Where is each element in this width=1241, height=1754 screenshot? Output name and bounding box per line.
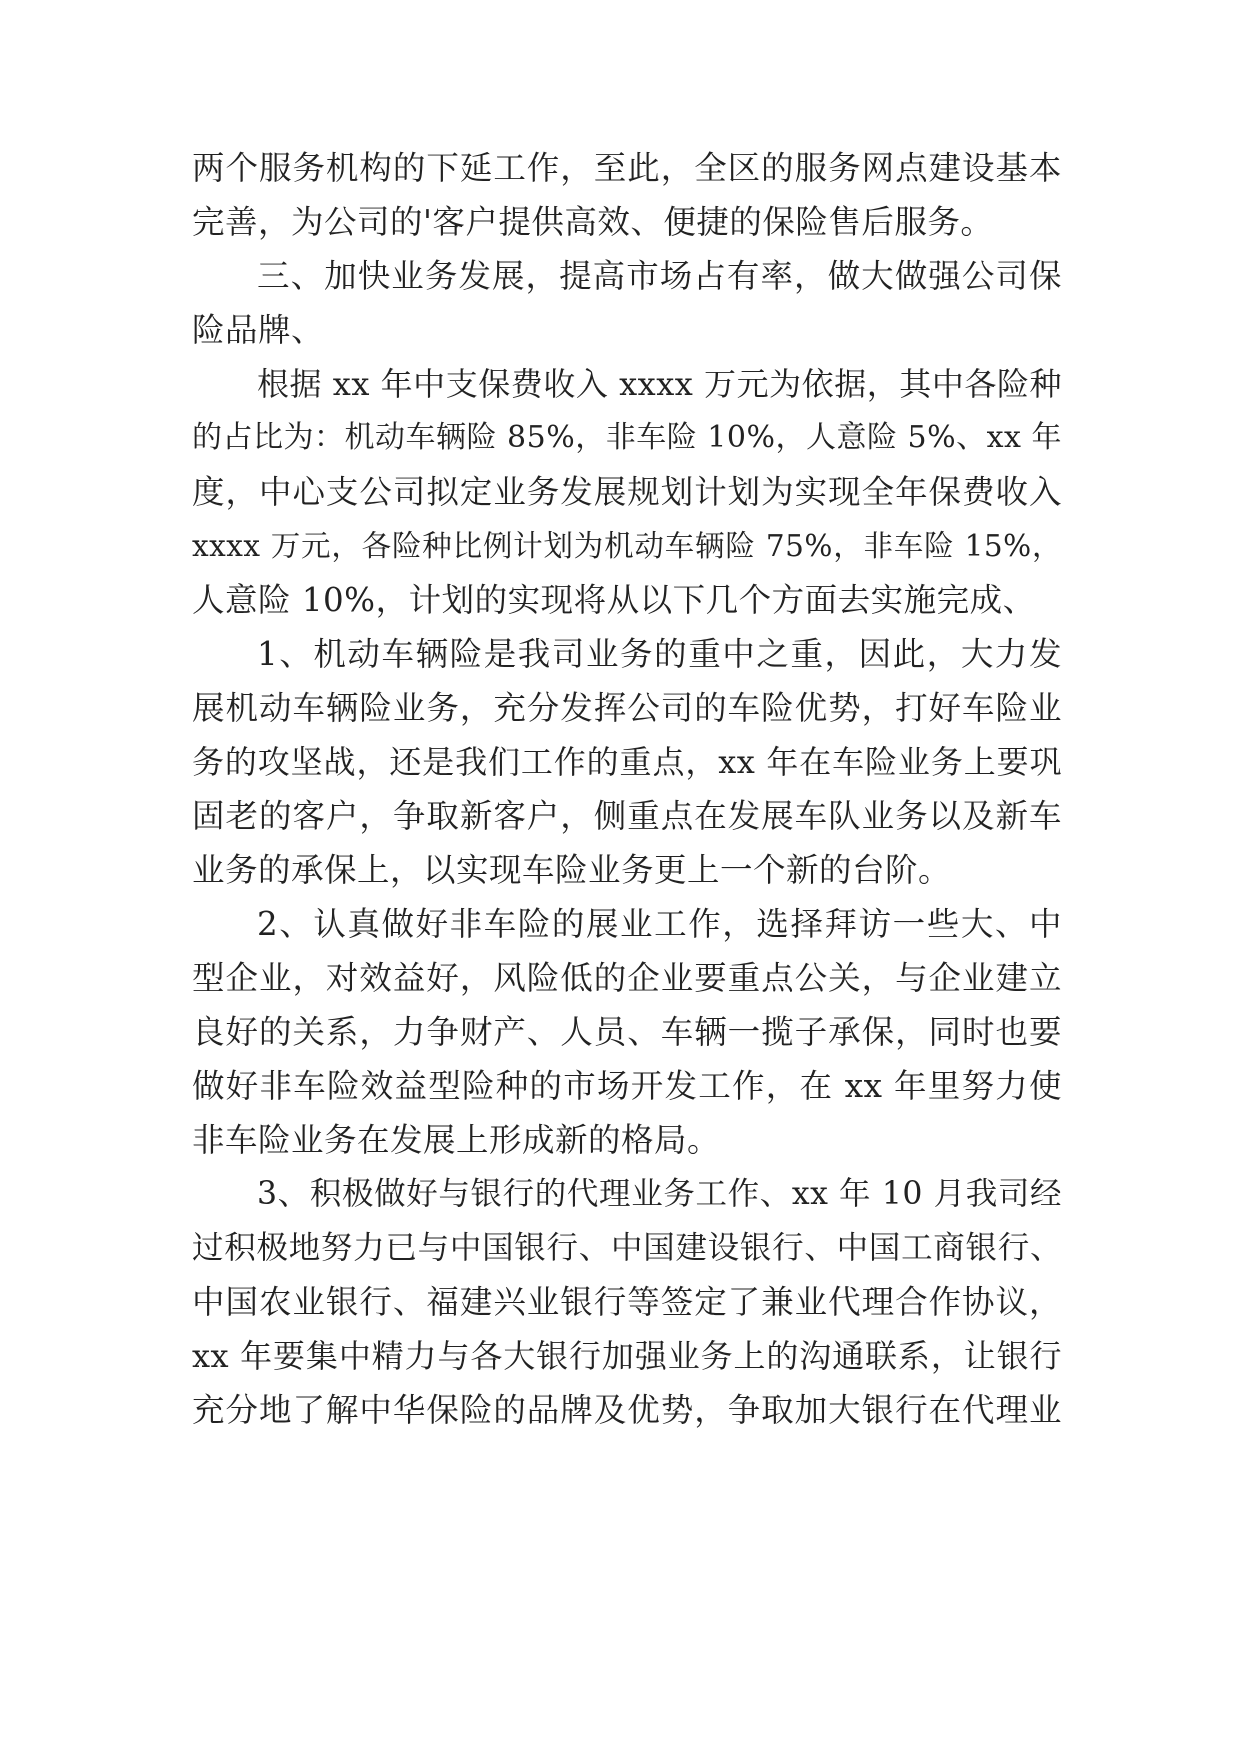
text-line: 充分地了解中华保险的品牌及优势，争取加大银行在代理业 xyxy=(192,1391,1062,1429)
text-line: 根据 xx 年中支保费收入 xxxx 万元为依据，其中各险种 xyxy=(257,365,1062,403)
text-line: 业务的承保上，以实现车险业务更上一个新的台阶。 xyxy=(192,851,952,889)
text-line: 1、机动车辆险是我司业务的重中之重，因此，大力发 xyxy=(257,635,1062,673)
text-line: 2、认真做好非车险的展业工作，选择拜访一些大、中 xyxy=(257,905,1062,943)
text-line: 展机动车辆险业务，充分发挥公司的车险优势，打好车险业 xyxy=(192,689,1062,727)
text-line: 过积极地努力已与中国银行、中国建设银行、中国工商银行、 xyxy=(192,1230,1062,1266)
text-line: 完善，为公司的'客户提供高效、便捷的保险售后服务。 xyxy=(192,203,994,241)
text-line: 中国农业银行、福建兴业银行等签定了兼业代理合作协议， xyxy=(192,1283,1062,1321)
text-line: xx 年要集中精力与各大银行加强业务上的沟通联系，让银行 xyxy=(192,1337,1062,1375)
text-line: 非车险业务在发展上形成新的格局。 xyxy=(192,1121,721,1159)
text-line: 两个服务机构的下延工作，至此，全区的服务网点建设基本 xyxy=(192,149,1062,187)
text-line: 良好的关系，力争财产、人员、车辆一揽子承保，同时也要 xyxy=(192,1013,1062,1051)
text-line: 人意险 10%，计划的实现将从以下几个方面去实施完成、 xyxy=(192,581,1036,619)
text-line: 固老的客户，争取新客户，侧重点在发展车队业务以及新车 xyxy=(192,797,1062,835)
text-line: 三、加快业务发展，提高市场占有率，做大做强公司保 xyxy=(257,257,1062,295)
text-line: 的占比为：机动车辆险 85%，非车险 10%，人意险 5%、xx 年 xyxy=(192,420,1062,455)
text-line: 险品牌、 xyxy=(192,311,325,349)
text-line: 做好非车险效益型险种的市场开发工作，在 xx 年里努力使 xyxy=(192,1067,1062,1105)
text-line: 型企业，对效益好，风险低的企业要重点公关，与企业建立 xyxy=(192,959,1062,997)
text-line: 度，中心支公司拟定业务发展规划计划为实现全年保费收入 xyxy=(192,473,1062,511)
text-line: xxxx 万元，各险种比例计划为机动车辆险 75%，非车险 15%， xyxy=(192,529,1062,563)
text-line: 3、积极做好与银行的代理业务工作、xx 年 10 月我司经 xyxy=(257,1176,1062,1212)
text-line: 务的攻坚战，还是我们工作的重点，xx 年在车险业务上要巩 xyxy=(192,743,1062,781)
